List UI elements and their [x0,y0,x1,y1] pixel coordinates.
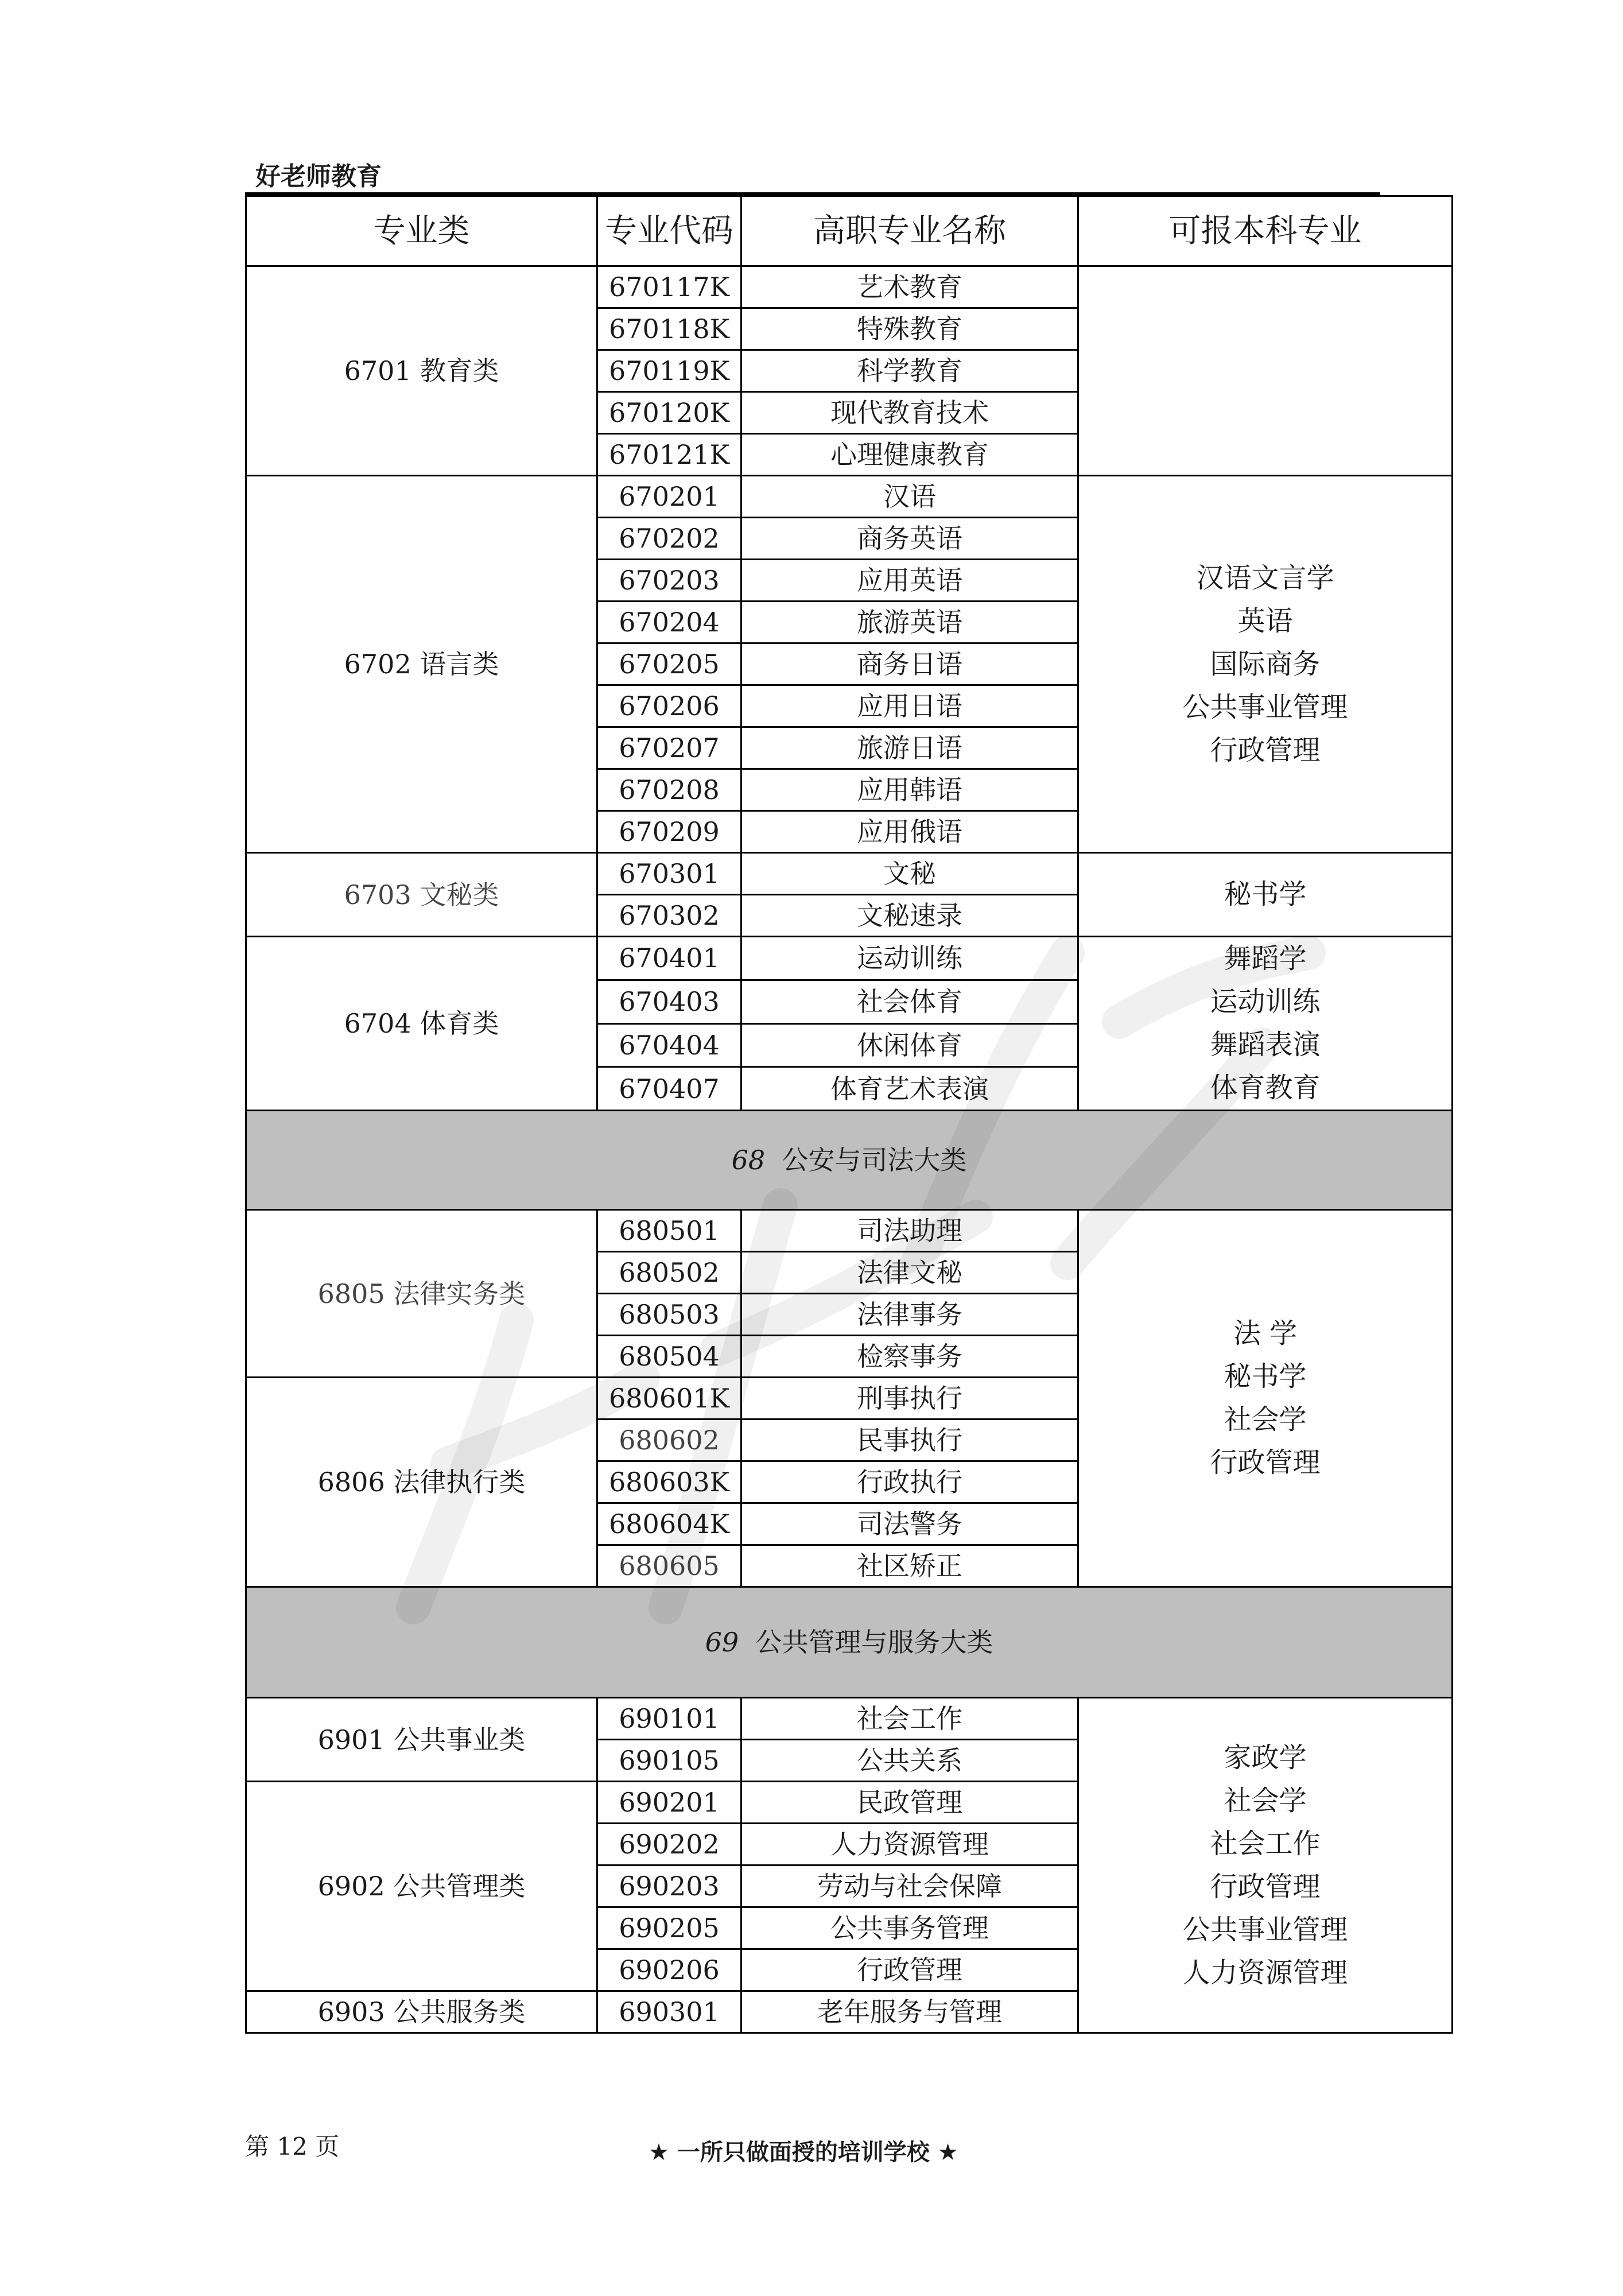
major-cell: 休闲体育 [741,1023,1078,1067]
section-header [246,1587,1453,1698]
category-cell: 6903 公共服务类 [246,1991,597,2033]
section-number: 69 [705,1627,739,1658]
major-cell: 文秘 [741,853,1078,895]
program-item: 社会学 [1224,1784,1307,1817]
code-cell: 690101 [597,1698,741,1740]
major-cell: 旅游日语 [741,727,1078,769]
code-cell: 670201 [597,476,741,518]
code-cell: 680503 [597,1294,741,1336]
category-cell: 6702 语言类 [246,476,597,853]
table-header-row [246,196,1453,266]
section-title: 公共管理与服务大类 [755,1627,993,1658]
program-item: 汉语文言学 [1196,561,1334,594]
major-cell: 旅游英语 [741,602,1078,643]
code-cell: 690202 [597,1824,741,1865]
program-item: 英语 [1237,604,1293,637]
program-item: 公共事业管理 [1182,1913,1348,1946]
code-cell: 690201 [597,1782,741,1824]
code-cell: 680602 [597,1420,741,1461]
code-cell: 670302 [597,895,741,937]
code-cell: 670401 [597,937,741,980]
code-cell: 670204 [597,602,741,643]
program-item: 人力资源管理 [1182,1956,1348,1989]
column-header: 专业类 [246,196,597,266]
code-cell: 670205 [597,643,741,685]
brand-title: 好老师教育 [255,162,382,191]
major-cell: 应用韩语 [741,769,1078,811]
major-cell: 文秘速录 [741,895,1078,937]
program-item: 秘书学 [1224,1360,1307,1393]
program-cell [1078,1698,1453,2033]
major-cell: 社会工作 [741,1698,1078,1740]
program-item: 法 学 [1233,1317,1298,1349]
program-item: 家政学 [1224,1741,1307,1774]
code-cell: 670209 [597,811,741,853]
code-cell: 680501 [597,1210,741,1252]
major-cell: 社区矫正 [741,1545,1078,1587]
program-item: 运动训练 [1210,986,1321,1018]
code-cell: 670117K [597,266,741,308]
major-cell: 科学教育 [741,350,1078,392]
category-cell: 6704 体育类 [246,937,597,1111]
code-cell: 680605 [597,1545,741,1587]
major-cell: 检察事务 [741,1336,1078,1378]
category-cell: 6902 公共管理类 [246,1782,597,1991]
major-cell: 民政管理 [741,1782,1078,1824]
code-cell: 670403 [597,980,741,1023]
code-cell: 670121K [597,434,741,476]
table-row [246,937,1453,980]
major-cell: 心理健康教育 [741,434,1078,476]
major-cell: 司法警务 [741,1503,1078,1545]
table-row [246,1210,1453,1252]
footer-slogan: ★ 一所只做面授的培训学校 ★ [649,2139,958,2166]
major-cell: 特殊教育 [741,308,1078,350]
major-cell: 老年服务与管理 [741,1991,1078,2033]
table-row [246,476,1453,518]
major-cell: 体育艺术表演 [741,1067,1078,1111]
major-cell: 刑事执行 [741,1378,1078,1420]
program-cell [1078,1210,1453,1587]
program-item: 秘书学 [1224,878,1307,910]
major-cell: 法律事务 [741,1294,1078,1336]
major-cell: 应用俄语 [741,811,1078,853]
program-item: 体育教育 [1210,1072,1321,1104]
major-cell: 民事执行 [741,1420,1078,1461]
code-cell: 680604K [597,1503,741,1545]
code-cell: 670407 [597,1067,741,1111]
program-item: 社会学 [1224,1403,1307,1436]
category-cell: 6806 法律执行类 [246,1378,597,1587]
code-cell: 670202 [597,518,741,560]
program-item: 公共事业管理 [1182,691,1348,723]
section-row [246,1111,1453,1210]
major-cell: 应用英语 [741,560,1078,602]
column-header: 可报本科专业 [1078,196,1453,266]
program-item: 行政管理 [1210,1870,1321,1903]
major-cell: 人力资源管理 [741,1824,1078,1865]
program-item: 舞蹈学 [1224,943,1307,975]
section-row [246,1587,1453,1698]
column-header: 高职专业名称 [741,196,1078,266]
major-cell: 社会体育 [741,980,1078,1023]
code-cell: 670207 [597,727,741,769]
major-cell: 应用日语 [741,685,1078,727]
program-item: 国际商务 [1210,647,1321,680]
major-cell: 艺术教育 [741,266,1078,308]
program-cell [1078,266,1453,476]
major-cell: 公共关系 [741,1740,1078,1782]
code-cell: 680502 [597,1252,741,1294]
major-cell: 劳动与社会保障 [741,1865,1078,1907]
major-cell: 公共事务管理 [741,1907,1078,1949]
code-cell: 680504 [597,1336,741,1378]
category-cell: 6701 教育类 [246,266,597,476]
major-cell: 司法助理 [741,1210,1078,1252]
code-cell: 690105 [597,1740,741,1782]
code-cell: 680601K [597,1378,741,1420]
table-row [246,1698,1453,1740]
code-cell: 670301 [597,853,741,895]
program-item: 行政管理 [1210,1446,1321,1479]
category-cell: 6805 法律实务类 [246,1210,597,1378]
code-cell: 670120K [597,392,741,434]
section-number: 68 [731,1145,766,1176]
program-cell [1078,476,1453,853]
major-cell: 汉语 [741,476,1078,518]
page-number: 第 12 页 [245,2132,340,2161]
program-cell [1078,937,1453,1111]
code-cell: 670206 [597,685,741,727]
program-item: 社会工作 [1210,1827,1321,1860]
major-cell: 行政执行 [741,1461,1078,1503]
code-cell: 690203 [597,1865,741,1907]
category-cell: 6703 文秘类 [246,853,597,937]
program-cell [1078,853,1453,937]
major-cell: 商务英语 [741,518,1078,560]
code-cell: 690301 [597,1991,741,2033]
major-cell: 行政管理 [741,1949,1078,1991]
table-row [246,266,1453,308]
category-cell: 6901 公共事业类 [246,1698,597,1782]
table-row [246,853,1453,895]
code-cell: 670404 [597,1023,741,1067]
code-cell: 680603K [597,1461,741,1503]
major-cell: 商务日语 [741,643,1078,685]
section-title: 公安与司法大类 [782,1145,967,1176]
program-item: 舞蹈表演 [1210,1029,1321,1061]
program-item: 行政管理 [1210,734,1321,766]
code-cell: 690206 [597,1949,741,1991]
major-table [245,195,1453,2034]
code-cell: 690205 [597,1907,741,1949]
code-cell: 670118K [597,308,741,350]
major-cell: 运动训练 [741,937,1078,980]
code-cell: 670208 [597,769,741,811]
section-header [246,1111,1453,1210]
code-cell: 670119K [597,350,741,392]
code-cell: 670203 [597,560,741,602]
major-cell: 现代教育技术 [741,392,1078,434]
column-header: 专业代码 [597,196,741,266]
major-cell: 法律文秘 [741,1252,1078,1294]
